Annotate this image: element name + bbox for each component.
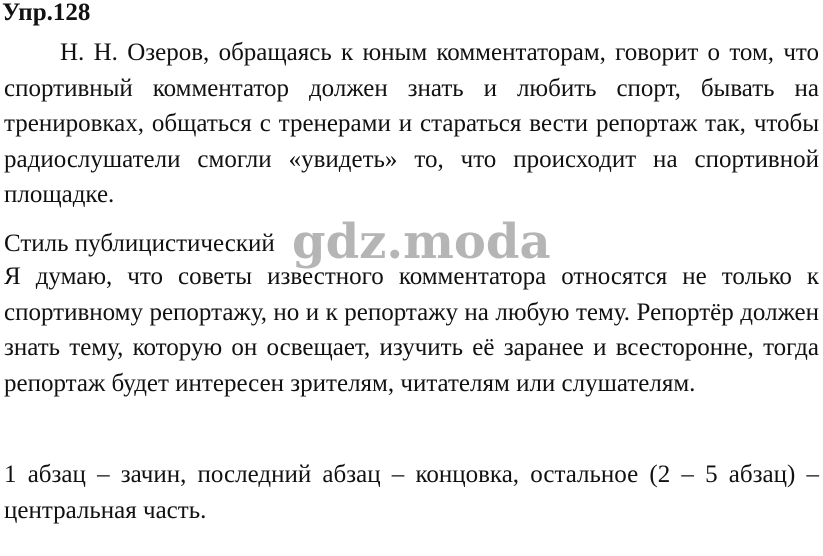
watermark-logo: gdz.moda — [292, 214, 551, 270]
paragraph-structure: 1 абзац – зачин, последний абзац – концовка, остальное (2 – 5 абзац) – центральная часть. — [4, 461, 819, 524]
exercise-title: Упр.128 — [2, 0, 91, 26]
paragraph-summary: Н. Н. Озеров, обращаясь к юным комментаторам, говорит о том, что спортивный комментатор должен знать и любить спорт, бывать на тренировках, общаться с тренерами и стараться вести репортаж так, чтобы радиослушатели смогли «увидеть» то, что происходит на спортивной площадке. — [4, 39, 819, 208]
paragraph-style: Стиль публицистический — [4, 230, 275, 257]
paragraph-opinion: Я думаю, что советы известного комментатора относятся не только к спортивному репортажу, но и к репортажу на любую тему. Репортёр должен знать тему, которую он освещает, изучить её заранее и всесторонне, тогда репортаж будет интересен зрителям, читателям или слушателям. — [4, 263, 819, 397]
